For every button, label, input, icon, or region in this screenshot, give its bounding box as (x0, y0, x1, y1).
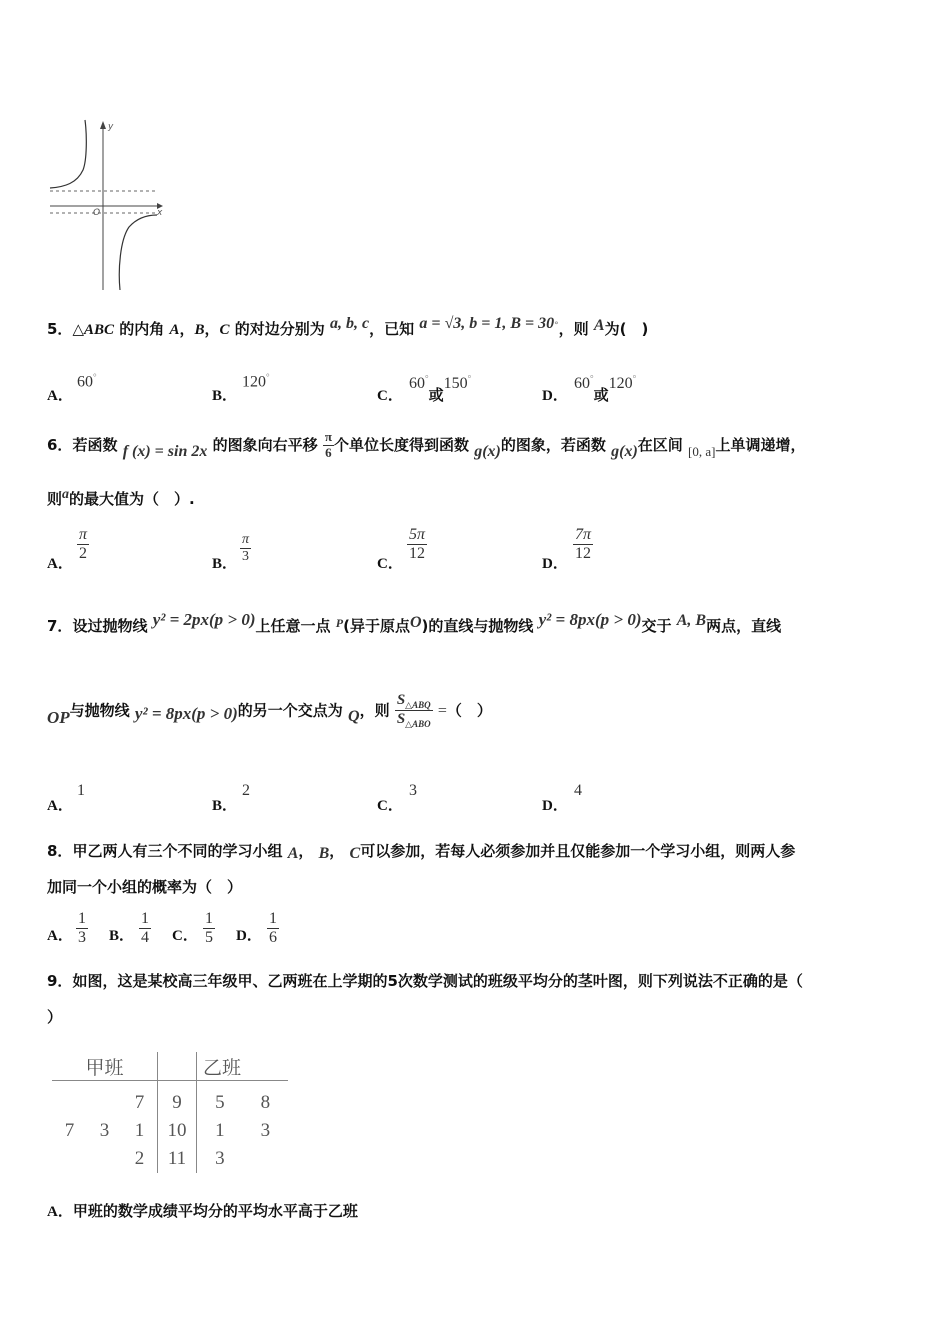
function-graph (45, 115, 170, 295)
y-axis-label: y (108, 122, 114, 132)
question-7: 7．设过抛物线 y² = 2px(p > 0)上任意一点 $^P$(异于原点O)的直线与抛物线 y² = 8px(p > 0)交于 A, B两点，直线 (47, 610, 782, 635)
question-6-line-2: 则a的最大值为（ ）. (47, 487, 195, 508)
q9-option-a: A．甲班的数学成绩平均分的平均水平高于乙班 (47, 1202, 358, 1220)
q8-option-a: $\frac{1}{3}$ (78, 910, 86, 947)
q7-options: A． 1 B． 2 C． 3 D． 4 (47, 782, 582, 814)
left-class-header: 甲班 (85, 1057, 124, 1079)
stem-row: 2 11 3 (52, 1145, 288, 1173)
q8-options: A． $\frac{1}{3}$ B． $\frac{1}{4}$ C． $\frac{1}{5}$ D． $\frac{1}{6}$ (47, 910, 277, 947)
q7-option-a: 1 (77, 782, 85, 799)
question-8: 8．甲乙两人有三个不同的学习小组 A， B， C可以参加，若每人必须参加并且仅能参加一个学习小组，则两人参 (47, 842, 796, 862)
q6-option-c: $\frac{5\pi}{12}$ (409, 526, 426, 563)
q8-option-d: $\frac{1}{6}$ (269, 910, 277, 947)
q6-option-d: $\frac{7\pi}{12}$ (575, 526, 592, 563)
q5-option-c: 60°或150° (409, 373, 472, 404)
q8-number: 8． (47, 842, 73, 860)
q9-number: 9． (47, 972, 73, 990)
q6-function-f: f (x) = sin 2x (122, 442, 208, 460)
q8-option-c: $\frac{1}{5}$ (205, 910, 213, 947)
q6-options: A． $\frac{\pi}{2}$ B． $\frac{\pi}{3}$ C． $\frac{5\pi}{12}$ D． $\frac{7\pi}{12}$ (47, 526, 592, 572)
stem-leaf-plot (52, 1052, 288, 1173)
q5-option-b: 120° (242, 372, 270, 391)
q7-option-d: 4 (574, 782, 582, 799)
q5-options: A． 60° B． 120° C． 60°或150° D． 60°或120° (47, 372, 637, 404)
q6-option-a: $\frac{\pi}{2}$ (79, 526, 88, 563)
q7-parabola-1: y² = 2px(p > 0) (152, 610, 256, 629)
q5-option-d: 60°或120° (574, 373, 637, 404)
origin-label: O (93, 208, 101, 218)
x-axis-label: x (157, 208, 163, 218)
q6-number: 6． (47, 435, 73, 454)
question-9-line-2: ） (47, 1008, 63, 1026)
q8-option-b: $\frac{1}{4}$ (141, 910, 149, 947)
right-class-header: 乙班 (203, 1057, 242, 1079)
q7-area-ratio: $\frac{S_{\triangle ABQ}}{S_{\triangle ABO}}$ (396, 692, 431, 730)
question-9: 9．如图，这是某校高三年级甲、乙两班在上学期的5次数学测试的班级平均分的茎叶图，则下列说法不正确的是（ (47, 972, 803, 990)
question-5: 5．△ABC 的内角 A，B，C 的对边分别为 a, b, c，已知 a = √3, b = 1, B = 30°，则 A为( ) (47, 315, 649, 338)
question-7-line-2: OP与抛物线 y² = 8px(p > 0)的另一个交点为 Q，则 $\frac{S_{\triangle ABQ}}{S_{\triangle ABO}}$ =（ ） (47, 692, 492, 730)
q6-option-b: $\frac{\pi}{3}$ (242, 532, 250, 565)
q7-number: 7． (47, 617, 73, 635)
question-8-line-2: 加同一个小组的概率为（ ） (47, 878, 243, 896)
q5-condition: a = √3, b = 1, B = 30 (419, 315, 555, 332)
q5-sides: a, b, c (330, 315, 370, 332)
q7-parabola-3: y² = 8px(p > 0) (134, 704, 238, 724)
stem-row: 7 9 5 8 (52, 1089, 288, 1117)
q7-parabola-2: y² = 8px(p > 0) (538, 610, 642, 629)
q7-option-b: 2 (242, 782, 250, 799)
q5-option-a: 60° (77, 372, 97, 391)
q5-number: 5． (47, 320, 73, 338)
stem-row: 7 3 1 10 1 3 (52, 1117, 288, 1145)
q7-option-c: 3 (409, 782, 417, 799)
q6-interval: [0, a] (688, 443, 716, 459)
question-6: 6．若函数 f (x) = sin 2x 的图象向右平移 $\frac{\pi}{6}$ 个单位长度得到函数 g(x)的图象，若函数 g(x)在区间 [0, a]上单调递增， (47, 429, 806, 460)
q6-shift: $\frac{\pi}{6}$ (324, 429, 332, 460)
